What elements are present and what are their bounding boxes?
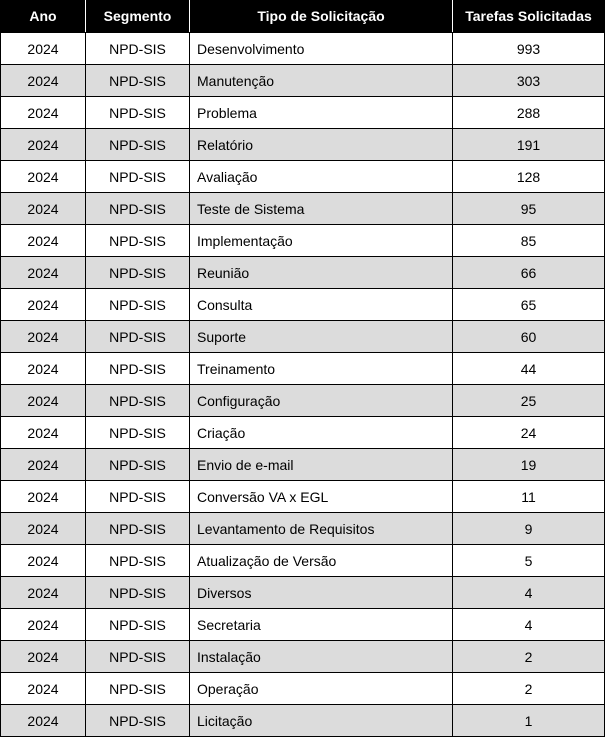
cell-segmento: NPD-SIS <box>86 353 190 385</box>
cell-tipo-solicitacao: Treinamento <box>190 353 453 385</box>
cell-segmento: NPD-SIS <box>86 385 190 417</box>
cell-segmento: NPD-SIS <box>86 577 190 609</box>
cell-tarefas-solicitadas: 24 <box>453 417 605 449</box>
cell-tipo-solicitacao: Licitação <box>190 705 453 737</box>
table-row[interactable] <box>1 385 605 417</box>
header-row <box>1 0 605 33</box>
table-row[interactable] <box>1 481 605 513</box>
table-row[interactable] <box>1 673 605 705</box>
table-row[interactable] <box>1 609 605 641</box>
column-header-tipo-solicitacao[interactable]: Tipo de Solicitação <box>190 0 453 33</box>
cell-tipo-solicitacao: Operação <box>190 673 453 705</box>
cell-ano: 2024 <box>1 289 86 321</box>
cell-segmento: NPD-SIS <box>86 321 190 353</box>
cell-tarefas-solicitadas: 4 <box>453 609 605 641</box>
table-row[interactable] <box>1 353 605 385</box>
cell-tipo-solicitacao: Reunião <box>190 257 453 289</box>
cell-ano: 2024 <box>1 353 86 385</box>
cell-tarefas-solicitadas: 85 <box>453 225 605 257</box>
table-row[interactable] <box>1 321 605 353</box>
cell-segmento: NPD-SIS <box>86 513 190 545</box>
cell-tarefas-solicitadas: 288 <box>453 97 605 129</box>
table-row[interactable] <box>1 641 605 673</box>
cell-segmento: NPD-SIS <box>86 161 190 193</box>
cell-segmento: NPD-SIS <box>86 65 190 97</box>
cell-segmento: NPD-SIS <box>86 705 190 737</box>
cell-segmento: NPD-SIS <box>86 97 190 129</box>
table-row[interactable] <box>1 161 605 193</box>
cell-ano: 2024 <box>1 65 86 97</box>
table-row[interactable] <box>1 289 605 321</box>
cell-segmento: NPD-SIS <box>86 609 190 641</box>
cell-ano: 2024 <box>1 193 86 225</box>
cell-tarefas-solicitadas: 95 <box>453 193 605 225</box>
table-row[interactable] <box>1 97 605 129</box>
cell-tarefas-solicitadas: 5 <box>453 545 605 577</box>
cell-tarefas-solicitadas: 65 <box>453 289 605 321</box>
cell-tarefas-solicitadas: 4 <box>453 577 605 609</box>
cell-tipo-solicitacao: Problema <box>190 97 453 129</box>
cell-tipo-solicitacao: Atualização de Versão <box>190 545 453 577</box>
table-row[interactable] <box>1 257 605 289</box>
cell-tarefas-solicitadas: 2 <box>453 641 605 673</box>
cell-segmento: NPD-SIS <box>86 449 190 481</box>
table-row[interactable] <box>1 225 605 257</box>
cell-ano: 2024 <box>1 33 86 65</box>
cell-tarefas-solicitadas: 1 <box>453 705 605 737</box>
table-row[interactable] <box>1 417 605 449</box>
cell-tarefas-solicitadas: 128 <box>453 161 605 193</box>
table-row[interactable] <box>1 705 605 737</box>
cell-segmento: NPD-SIS <box>86 417 190 449</box>
cell-tarefas-solicitadas: 66 <box>453 257 605 289</box>
cell-tipo-solicitacao: Criação <box>190 417 453 449</box>
cell-segmento: NPD-SIS <box>86 641 190 673</box>
cell-ano: 2024 <box>1 257 86 289</box>
cell-ano: 2024 <box>1 417 86 449</box>
table-row[interactable] <box>1 449 605 481</box>
cell-segmento: NPD-SIS <box>86 225 190 257</box>
cell-segmento: NPD-SIS <box>86 673 190 705</box>
cell-ano: 2024 <box>1 513 86 545</box>
cell-ano: 2024 <box>1 385 86 417</box>
cell-tipo-solicitacao: Desenvolvimento <box>190 33 453 65</box>
cell-tipo-solicitacao: Conversão VA x EGL <box>190 481 453 513</box>
cell-ano: 2024 <box>1 161 86 193</box>
cell-tipo-solicitacao: Teste de Sistema <box>190 193 453 225</box>
cell-ano: 2024 <box>1 129 86 161</box>
column-header-ano[interactable]: Ano <box>1 0 86 33</box>
cell-segmento: NPD-SIS <box>86 257 190 289</box>
cell-tarefas-solicitadas: 44 <box>453 353 605 385</box>
cell-tipo-solicitacao: Suporte <box>190 321 453 353</box>
cell-tarefas-solicitadas: 303 <box>453 65 605 97</box>
table-row[interactable] <box>1 65 605 97</box>
cell-tarefas-solicitadas: 19 <box>453 449 605 481</box>
cell-tipo-solicitacao: Implementação <box>190 225 453 257</box>
cell-tarefas-solicitadas: 60 <box>453 321 605 353</box>
cell-ano: 2024 <box>1 641 86 673</box>
cell-tarefas-solicitadas: 993 <box>453 33 605 65</box>
cell-ano: 2024 <box>1 673 86 705</box>
cell-tipo-solicitacao: Diversos <box>190 577 453 609</box>
cell-ano: 2024 <box>1 705 86 737</box>
table-header <box>1 0 605 33</box>
cell-tipo-solicitacao: Levantamento de Requisitos <box>190 513 453 545</box>
cell-ano: 2024 <box>1 321 86 353</box>
cell-tipo-solicitacao: Relatório <box>190 129 453 161</box>
table-row[interactable] <box>1 545 605 577</box>
table-row[interactable] <box>1 193 605 225</box>
cell-ano: 2024 <box>1 449 86 481</box>
cell-ano: 2024 <box>1 609 86 641</box>
table-body <box>1 33 605 737</box>
cell-ano: 2024 <box>1 225 86 257</box>
cell-tarefas-solicitadas: 25 <box>453 385 605 417</box>
table-row[interactable] <box>1 577 605 609</box>
cell-tipo-solicitacao: Configuração <box>190 385 453 417</box>
table-row[interactable] <box>1 513 605 545</box>
cell-tarefas-solicitadas: 11 <box>453 481 605 513</box>
cell-segmento: NPD-SIS <box>86 481 190 513</box>
cell-tipo-solicitacao: Envio de e-mail <box>190 449 453 481</box>
table-row[interactable] <box>1 33 605 65</box>
cell-tarefas-solicitadas: 191 <box>453 129 605 161</box>
cell-tipo-solicitacao: Avaliação <box>190 161 453 193</box>
column-header-segmento[interactable]: Segmento <box>86 0 190 33</box>
cell-ano: 2024 <box>1 577 86 609</box>
cell-segmento: NPD-SIS <box>86 193 190 225</box>
column-header-tarefas-solicitadas[interactable]: Tarefas Solicitadas <box>453 0 605 33</box>
cell-ano: 2024 <box>1 481 86 513</box>
cell-tarefas-solicitadas: 9 <box>453 513 605 545</box>
cell-segmento: NPD-SIS <box>86 129 190 161</box>
cell-tipo-solicitacao: Secretaria <box>190 609 453 641</box>
cell-segmento: NPD-SIS <box>86 33 190 65</box>
cell-tipo-solicitacao: Instalação <box>190 641 453 673</box>
cell-tipo-solicitacao: Manutenção <box>190 65 453 97</box>
cell-ano: 2024 <box>1 545 86 577</box>
table-row[interactable] <box>1 129 605 161</box>
cell-segmento: NPD-SIS <box>86 289 190 321</box>
cell-tipo-solicitacao: Consulta <box>190 289 453 321</box>
cell-segmento: NPD-SIS <box>86 545 190 577</box>
cell-ano: 2024 <box>1 97 86 129</box>
cell-tarefas-solicitadas: 2 <box>453 673 605 705</box>
